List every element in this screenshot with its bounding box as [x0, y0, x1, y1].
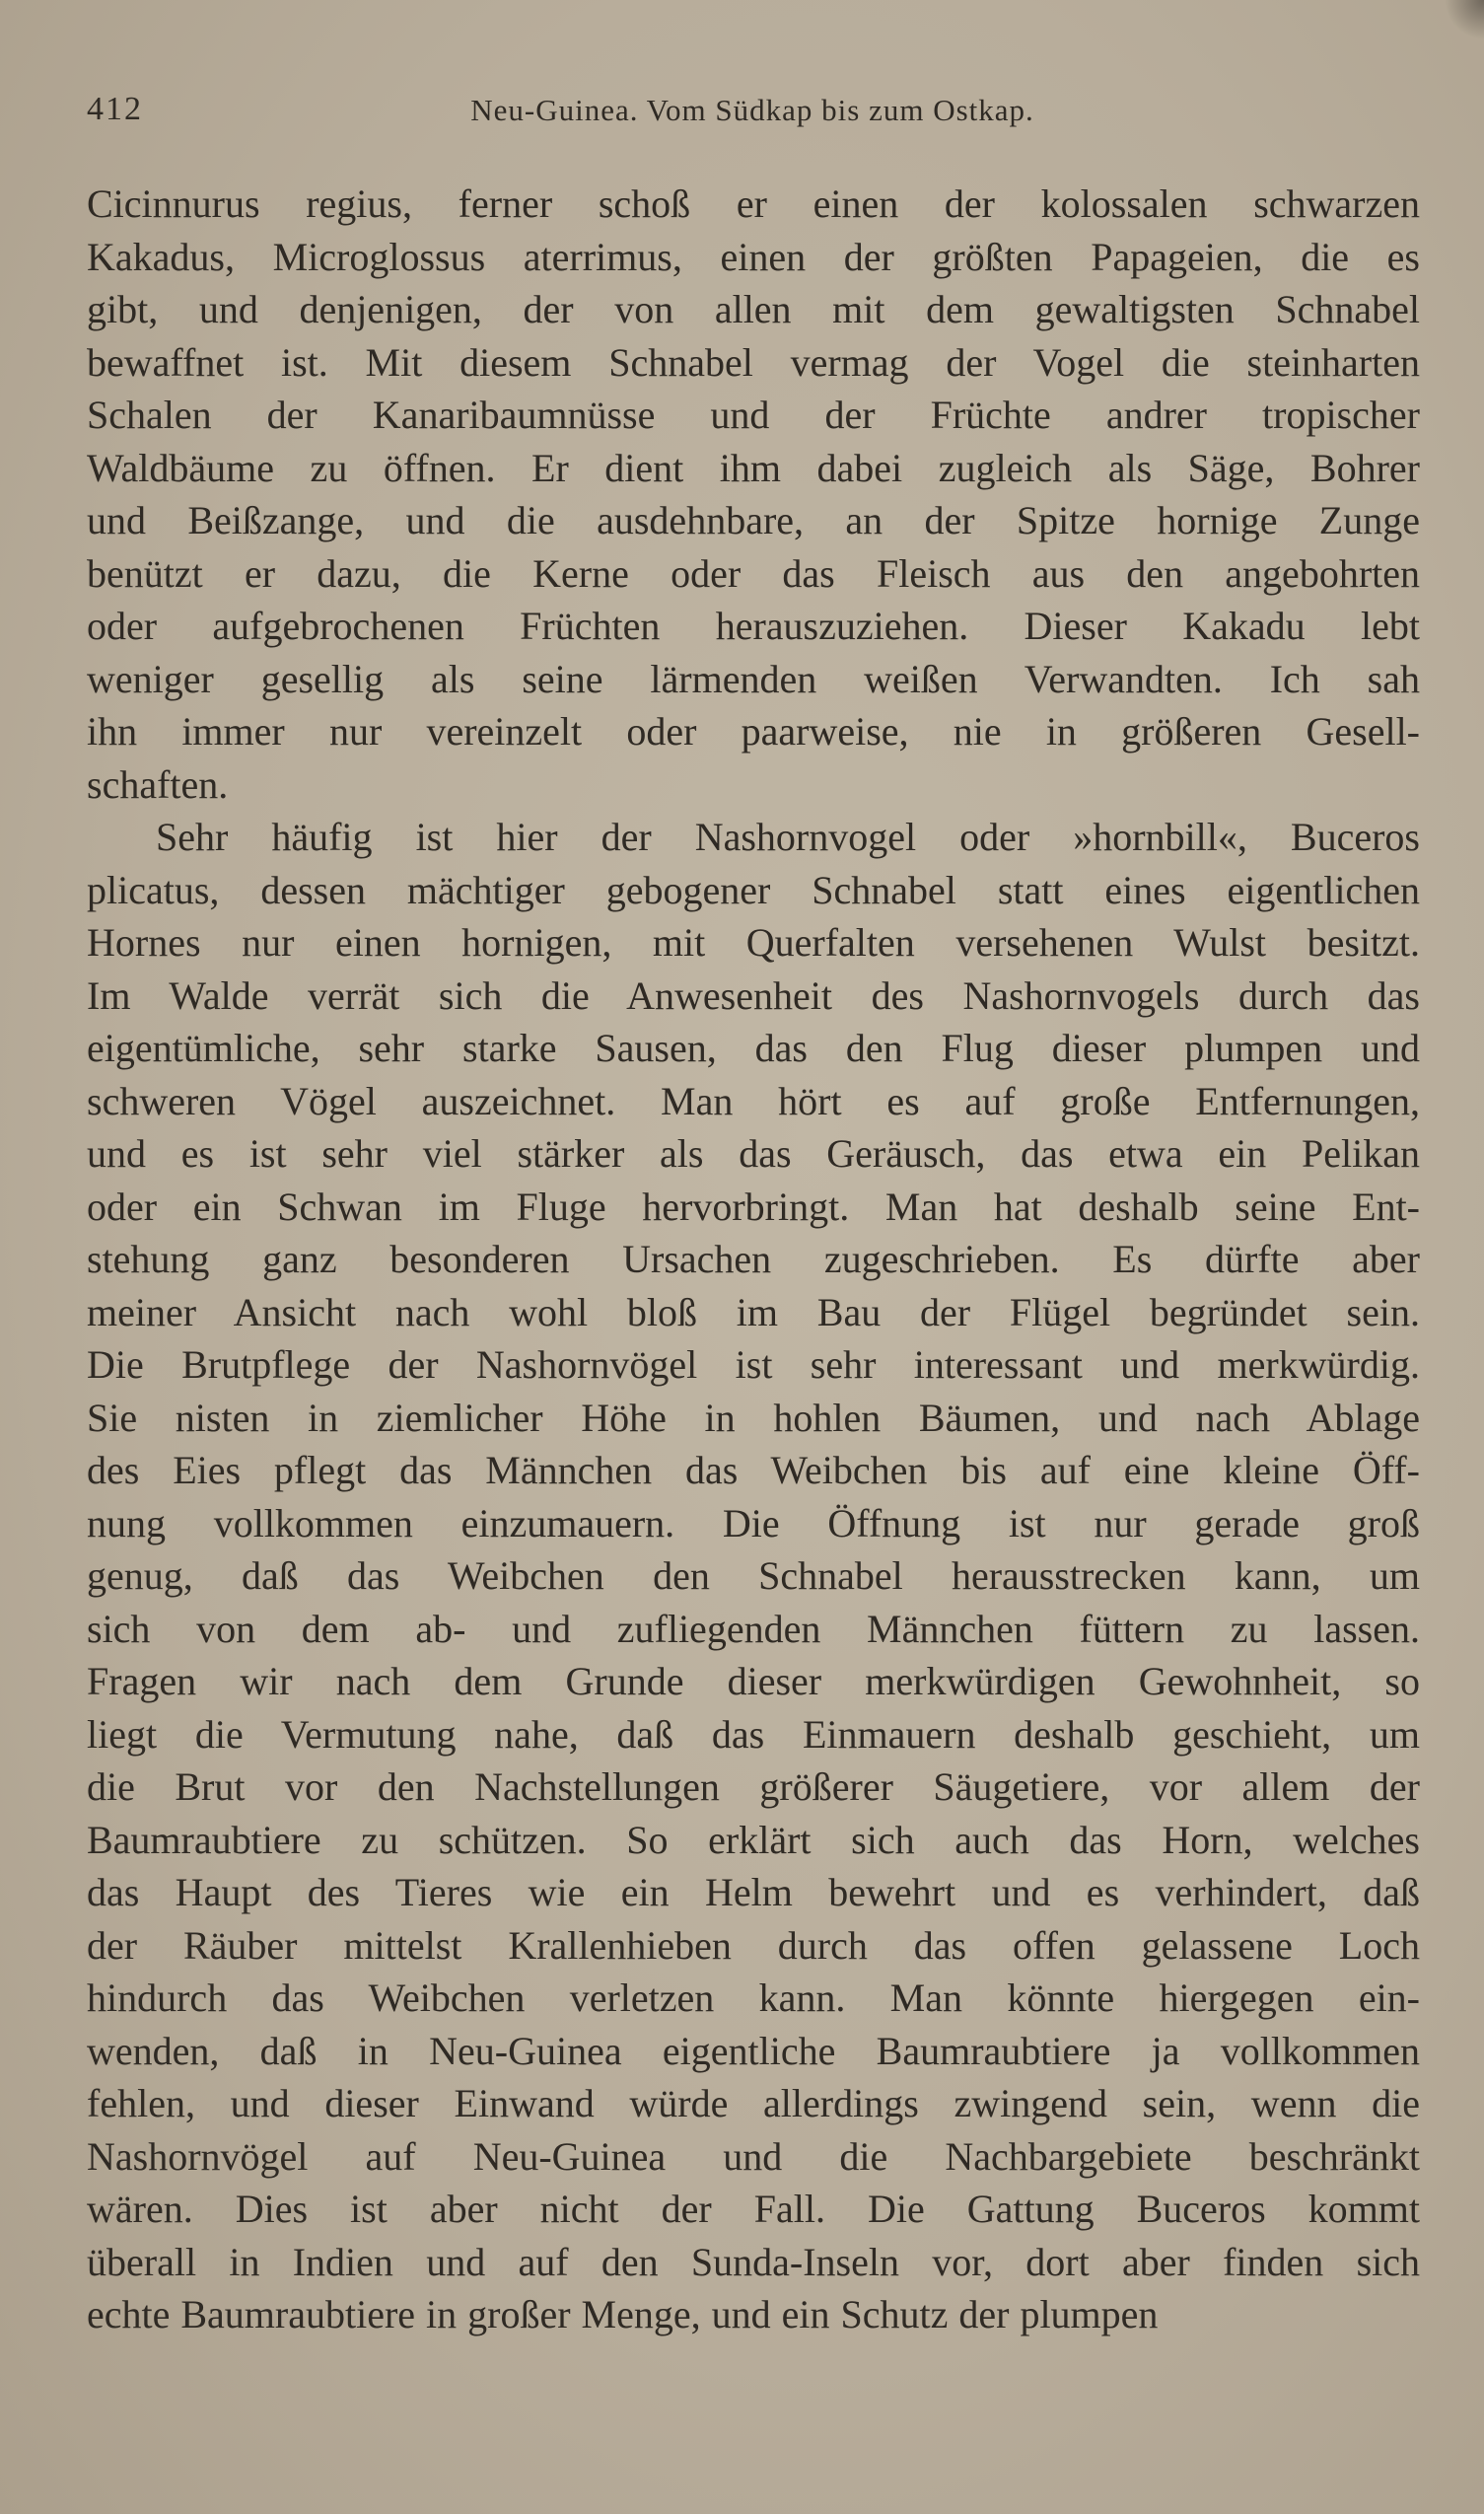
- text-line: nung vollkommen einzumauern. Die Öffnung ist nur gerade groß: [87, 1500, 1420, 1545]
- text-line: und es ist sehr viel stärker als das Geräusch, das etwa ein Pelikan: [87, 1131, 1420, 1176]
- text-line: fehlen, und dieser Einwand würde allerdings zwingend sein, wenn die: [87, 2081, 1420, 2125]
- text-line: die Brut vor den Nachstellungen größerer Säugetiere, vor allem der: [87, 1764, 1420, 1809]
- page-corner-shadow: [1445, 0, 1484, 39]
- text-line: Fragen wir nach dem Grunde dieser merkwürdigen Gewohnheit, so: [87, 1659, 1420, 1703]
- text-line: Baumraubtiere zu schützen. So erklärt sich auch das Horn, welches: [87, 1817, 1420, 1862]
- text-line: Nashornvögel auf Neu-Guinea und die Nachbargebiete beschränkt: [87, 2133, 1420, 2179]
- page-number: 412: [87, 91, 143, 127]
- paragraph-2: [87, 811, 1420, 2341]
- text-line: der Räuber mittelst Krallenhieben durch das offen gelassene Loch: [87, 1922, 1420, 1968]
- text-line: Im Walde verrät sich die Anwesenheit des Nashornvogels durch das: [87, 972, 1420, 1018]
- text-line: plicatus, dessen mächtiger gebogener Schnabel statt eines eigentlichen: [87, 867, 1420, 912]
- text-line: Hornes nur einen hornigen, mit Querfalten versehenen Wulst besitzt.: [87, 920, 1420, 965]
- text-line: echte Baumraubtiere in großer Menge, und ein Schutz der plumpen: [87, 2292, 1159, 2336]
- paragraph-1: [87, 178, 1420, 811]
- text-line: gibt, und denjenigen, der von allen mit dem gewaltigsten Schnabel: [87, 287, 1420, 331]
- text-line: Sie nisten in ziemlicher Höhe in hohlen Bäumen, und nach Ablage: [87, 1395, 1420, 1440]
- text-line: Sehr häufig ist hier der Nashornvogel oder »hornbill«, Buceros: [156, 815, 1420, 859]
- page-header: [87, 91, 1418, 134]
- text-line: genug, daß das Weibchen den Schnabel herausstrecken kann, um: [87, 1553, 1420, 1598]
- text-line: weniger gesellig als seine lärmenden weißen Verwandten. Ich sah: [87, 656, 1420, 701]
- text-line: überall in Indien und auf den Sunda-Inseln vor, dort aber finden sich: [87, 2239, 1420, 2284]
- text-line: Die Brutpflege der Nashornvögel ist sehr interessant und merkwürdig.: [87, 1342, 1420, 1387]
- text-line: das Haupt des Tieres wie ein Helm bewehrt und es verhindert, daß: [87, 1870, 1420, 1914]
- text-line: eigentümliche, sehr starke Sausen, das den Flug dieser plumpen und: [87, 1026, 1420, 1070]
- text-line: wären. Dies ist aber nicht der Fall. Die Gattung Buceros kommt: [87, 2187, 1420, 2231]
- text-line: meiner Ansicht nach wohl bloß im Bau der Flügel begründet sein.: [87, 1289, 1420, 1334]
- text-line: stehung ganz besonderen Ursachen zugeschrieben. Es dürfte aber: [87, 1237, 1420, 1281]
- text-line: schaften.: [87, 761, 229, 807]
- text-line: wenden, daß in Neu-Guinea eigentliche Baumraubtiere ja vollkommen: [87, 2028, 1420, 2073]
- text-line: bewaffnet ist. Mit diesem Schnabel vermag der Vogel die steinharten: [87, 339, 1420, 385]
- text-line: Schalen der Kanaribaumnüsse und der Früchte andrer tropischer: [87, 393, 1420, 437]
- text-line: schweren Vögel auszeichnet. Man hört es auf große Entfernungen,: [87, 1078, 1420, 1123]
- running-head: Neu-Guinea. Vom Südkap bis zum Ostkap.: [470, 93, 1034, 127]
- text-line: ihn immer nur vereinzelt oder paarweise, nie in größeren Gesell-: [87, 709, 1420, 754]
- text-line: Waldbäume zu öffnen. Er dient ihm dabei zugleich als Säge, Bohrer: [87, 445, 1420, 490]
- text-line: Cicinnurus regius, ferner schoß er einen der kolossalen schwarzen: [87, 181, 1420, 226]
- text-line: oder aufgebrochenen Früchten herauszuziehen. Dieser Kakadu lebt: [87, 604, 1420, 648]
- text-line: oder ein Schwan im Fluge hervorbringt. Man hat deshalb seine Ent-: [87, 1184, 1420, 1229]
- text-line: Kakadus, Microglossus aterrimus, einen der größten Papageien, die es: [87, 234, 1420, 279]
- text-line: hindurch das Weibchen verletzen kann. Man könnte hiergegen ein-: [87, 1975, 1420, 2020]
- text-line: des Eies pflegt das Männchen das Weibchen bis auf eine kleine Öff-: [87, 1448, 1420, 1492]
- body-text: [87, 178, 1420, 2341]
- text-line: benützt er dazu, die Kerne oder das Fleisch aus den angebohrten: [87, 550, 1420, 596]
- text-line: sich von dem ab- und zufliegenden Männchen füttern zu lassen.: [87, 1606, 1420, 1651]
- text-line: und Beißzange, und die ausdehnbare, an der Spitze hornige Zunge: [87, 498, 1420, 542]
- text-line: liegt die Vermutung nahe, daß das Einmauern deshalb geschieht, um: [87, 1711, 1420, 1757]
